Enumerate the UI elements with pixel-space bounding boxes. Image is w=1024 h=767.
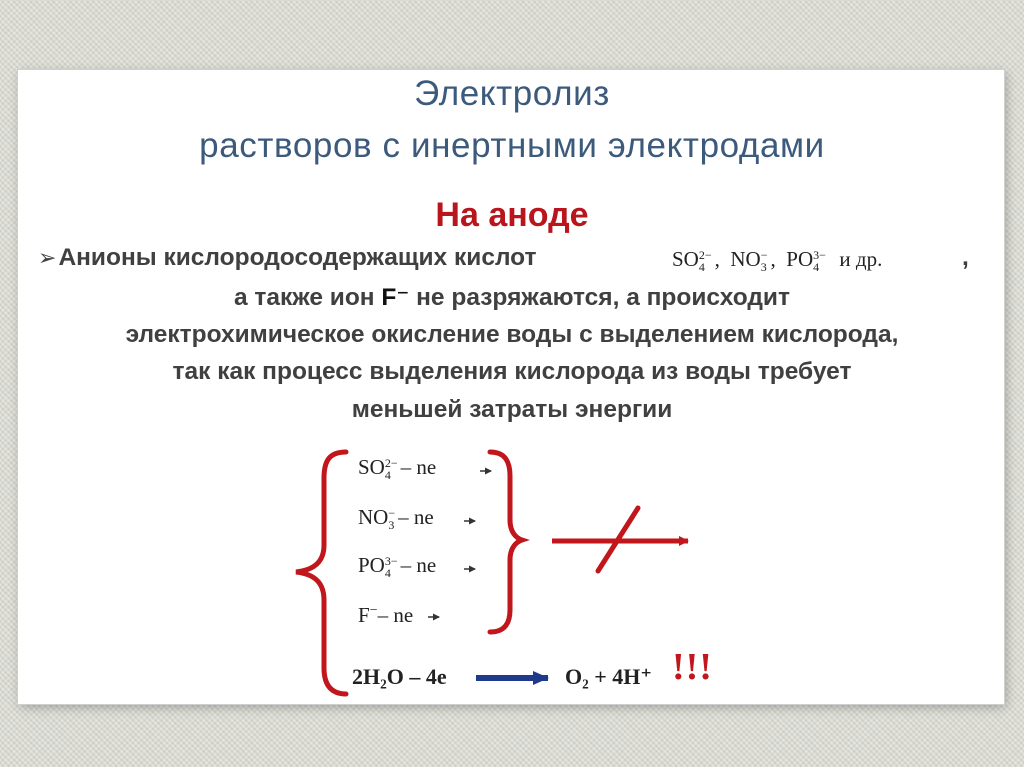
paragraph-comma: , — [962, 244, 969, 271]
ion-etc: и др. — [839, 247, 883, 271]
title-line-2: растворов с инертными электродами — [199, 126, 825, 165]
right-curly-brace — [490, 452, 522, 632]
emphasis-marks: !!! — [672, 646, 713, 688]
inline-ion-list: SO 2− 4 , NO − 3 , PO 3− 4 и др. — [672, 247, 883, 275]
section-heading: На аноде — [435, 196, 589, 234]
bullet-arrow-icon: ➢ — [38, 245, 57, 270]
reaction-nitrate: NO − 3 – ne — [358, 505, 434, 533]
water-reactant: 2H₂O – 4e — [352, 664, 447, 689]
reaction-sulfate: SO 2− 4 – ne — [358, 455, 437, 483]
ion-no3: NO − 3 — [730, 247, 768, 275]
title-line-1: Электролиз — [414, 74, 610, 113]
paragraph-line-4: так как процесс выделения кислорода из воды требует — [172, 358, 852, 385]
water-product: O₂ + 4H⁺ — [565, 664, 652, 689]
left-curly-brace — [296, 452, 346, 694]
reaction-fluoride: F−– ne — [358, 603, 414, 627]
paragraph-text-1: Анионы кислородосодержащих кислот — [58, 244, 537, 271]
fluoride-ion: F⁻ — [381, 284, 410, 311]
paragraph-line-3: электрохимическое окисление воды с выделением кислорода, — [125, 321, 899, 348]
reaction-phosphate: PO 3− 4 – ne — [358, 553, 437, 581]
ion-po4: PO 3− 4 — [786, 247, 826, 275]
paragraph-line-5: меньшей затраты энергии — [351, 396, 673, 423]
paragraph-line-2: а также ион F⁻ не разряжаются, а происходит — [233, 284, 790, 311]
ion-so4: SO 2− 4 — [672, 247, 712, 275]
